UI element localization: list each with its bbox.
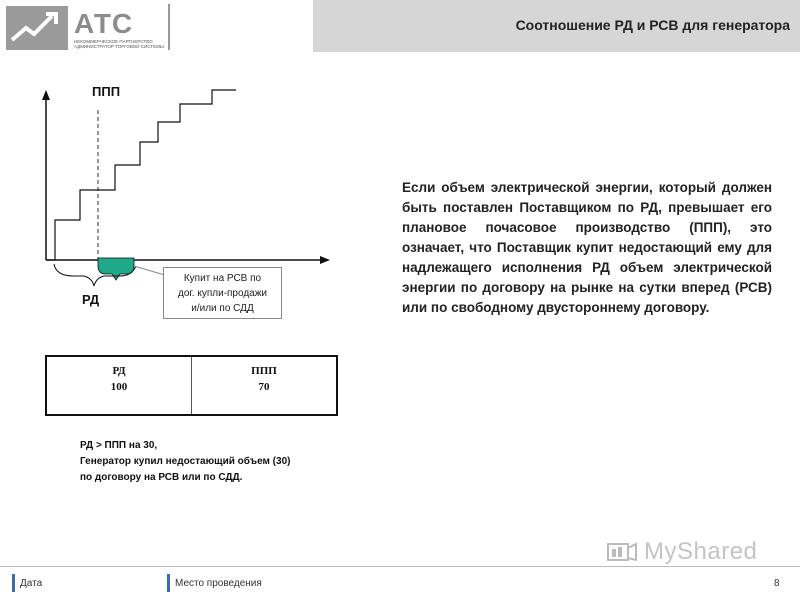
note-line-1: РД > ППП на 30,: [80, 440, 158, 451]
slide-title: Соотношение РД и РСВ для генератора: [515, 17, 790, 33]
footer-date: Дата: [20, 578, 43, 589]
table-header-ppp: ППП: [251, 365, 277, 377]
note-line-3: по договору на РСВ или по СДД.: [80, 472, 243, 483]
ats-logo: [6, 6, 164, 50]
watermark-icon: [606, 540, 640, 566]
table-cell-ppp: [191, 357, 336, 414]
callout-line-2: дог. купли-продажи: [177, 288, 268, 299]
table-value-rd: 100: [110, 381, 128, 393]
shortfall-area: [98, 258, 134, 280]
watermark-text: MyShared: [644, 538, 758, 565]
label-rd: РД: [82, 292, 100, 307]
logo-subtitle-2: АДМИНИСТРАТОР ТОРГОВОЙ СИСТЕМЫ: [74, 44, 164, 49]
values-table: [45, 355, 338, 416]
callout-box: [163, 267, 282, 319]
slide-header: [0, 0, 800, 56]
callout-line-1: Купит на РСВ по: [183, 273, 262, 284]
main-explanation: Если объем электрической энергии, который должен быть поставлен Поставщиком по РД, превышает его плановое почасовое производство (ППП), это означает, что Поставщик купит недостающий ему для надлежащего исполнения РД объем электрической энергии по договору на рынке на сутки вперед (РСВ) или по свободному двустороннему договору.: [402, 180, 772, 315]
label-ppp: ППП: [92, 84, 121, 99]
logo-name: АТС: [74, 8, 134, 39]
callout-line-3: и/или по СДД: [191, 303, 254, 314]
x-axis-arrow-icon: [320, 256, 330, 264]
header-divider: [168, 4, 170, 50]
logo-mark-icon: [6, 6, 68, 50]
logo-subtitle-1: НЕКОММЕРЧЕСКОЕ ПАРТНЕРСТВО: [74, 39, 153, 44]
example-note: [80, 438, 290, 486]
table-value-ppp: 70: [258, 381, 270, 393]
header-title-bar: [313, 0, 800, 52]
footer-place: Место проведения: [175, 578, 262, 589]
y-axis-arrow-icon: [42, 90, 50, 100]
footer-marker-place: [167, 574, 170, 592]
table-header-rd: РД: [112, 365, 126, 377]
note-line-2: Генератор купил недостающий объем (30): [80, 456, 291, 467]
footer-divider: [0, 566, 800, 567]
step-line: [46, 90, 236, 260]
page-number: 8: [774, 578, 780, 589]
table-cell-rd: [47, 357, 191, 414]
footer-marker-date: [12, 574, 15, 592]
